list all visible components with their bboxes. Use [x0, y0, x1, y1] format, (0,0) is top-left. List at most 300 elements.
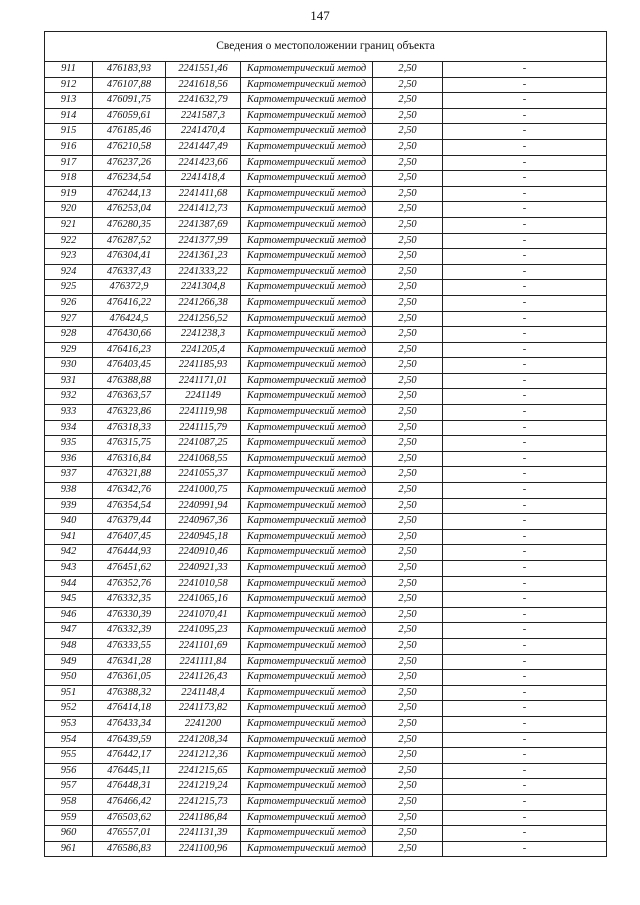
accuracy-cell: 2,50 [373, 467, 443, 483]
y-coordinate-cell: 2241115,79 [166, 420, 241, 436]
method-cell: Картометрический метод [241, 716, 373, 732]
accuracy-cell: 2,50 [373, 186, 443, 202]
accuracy-cell: 2,50 [373, 685, 443, 701]
accuracy-cell: 2,50 [373, 420, 443, 436]
table-row [45, 467, 607, 483]
x-coordinate-cell: 476332,39 [93, 623, 166, 639]
y-coordinate-cell: 2240921,33 [166, 561, 241, 577]
y-coordinate-cell: 2241173,82 [166, 701, 241, 717]
description-cell: - [443, 654, 607, 670]
y-coordinate-cell: 2241418,4 [166, 171, 241, 187]
accuracy-cell: 2,50 [373, 794, 443, 810]
description-cell: - [443, 249, 607, 265]
accuracy-cell: 2,50 [373, 716, 443, 732]
table-row [45, 358, 607, 374]
description-cell: - [443, 295, 607, 311]
point-number-cell: 914 [45, 108, 93, 124]
table-row [45, 545, 607, 561]
description-cell: - [443, 732, 607, 748]
description-cell: - [443, 108, 607, 124]
x-coordinate-cell: 476448,31 [93, 779, 166, 795]
table-row [45, 763, 607, 779]
description-cell: - [443, 467, 607, 483]
x-coordinate-cell: 476341,28 [93, 654, 166, 670]
description-cell: - [443, 748, 607, 764]
y-coordinate-cell: 2241587,3 [166, 108, 241, 124]
x-coordinate-cell: 476091,75 [93, 93, 166, 109]
method-cell: Картометрический метод [241, 342, 373, 358]
description-cell: - [443, 716, 607, 732]
table-header-row [45, 32, 607, 62]
description-cell: - [443, 779, 607, 795]
accuracy-cell: 2,50 [373, 841, 443, 857]
y-coordinate-cell: 2241377,99 [166, 233, 241, 249]
point-number-cell: 957 [45, 779, 93, 795]
y-coordinate-cell: 2241055,37 [166, 467, 241, 483]
point-number-cell: 938 [45, 483, 93, 499]
accuracy-cell: 2,50 [373, 108, 443, 124]
y-coordinate-cell: 2241618,56 [166, 77, 241, 93]
x-coordinate-cell: 476430,66 [93, 327, 166, 343]
point-number-cell: 939 [45, 498, 93, 514]
description-cell: - [443, 124, 607, 140]
method-cell: Картометрический метод [241, 779, 373, 795]
method-cell: Картометрический метод [241, 264, 373, 280]
y-coordinate-cell: 2241185,93 [166, 358, 241, 374]
x-coordinate-cell: 476363,57 [93, 389, 166, 405]
description-cell: - [443, 373, 607, 389]
accuracy-cell: 2,50 [373, 62, 443, 78]
x-coordinate-cell: 476444,93 [93, 545, 166, 561]
accuracy-cell: 2,50 [373, 561, 443, 577]
x-coordinate-cell: 476234,54 [93, 171, 166, 187]
x-coordinate-cell: 476433,34 [93, 716, 166, 732]
accuracy-cell: 2,50 [373, 233, 443, 249]
table-row [45, 389, 607, 405]
accuracy-cell: 2,50 [373, 202, 443, 218]
accuracy-cell: 2,50 [373, 327, 443, 343]
accuracy-cell: 2,50 [373, 139, 443, 155]
description-cell: - [443, 405, 607, 421]
method-cell: Картометрический метод [241, 592, 373, 608]
method-cell: Картометрический метод [241, 217, 373, 233]
y-coordinate-cell: 2241470,4 [166, 124, 241, 140]
point-number-cell: 930 [45, 358, 93, 374]
point-number-cell: 917 [45, 155, 93, 171]
table-row [45, 794, 607, 810]
accuracy-cell: 2,50 [373, 264, 443, 280]
y-coordinate-cell: 2241200 [166, 716, 241, 732]
point-number-cell: 925 [45, 280, 93, 296]
x-coordinate-cell: 476316,84 [93, 451, 166, 467]
description-cell: - [443, 763, 607, 779]
description-cell: - [443, 826, 607, 842]
description-cell: - [443, 623, 607, 639]
y-coordinate-cell: 2241126,43 [166, 670, 241, 686]
point-number-cell: 924 [45, 264, 93, 280]
method-cell: Картометрический метод [241, 233, 373, 249]
description-cell: - [443, 607, 607, 623]
description-cell: - [443, 311, 607, 327]
y-coordinate-cell: 2241551,46 [166, 62, 241, 78]
method-cell: Картометрический метод [241, 436, 373, 452]
x-coordinate-cell: 476323,86 [93, 405, 166, 421]
point-number-cell: 951 [45, 685, 93, 701]
y-coordinate-cell: 2241238,3 [166, 327, 241, 343]
method-cell: Картометрический метод [241, 607, 373, 623]
table-row [45, 826, 607, 842]
x-coordinate-cell: 476333,55 [93, 638, 166, 654]
method-cell: Картометрический метод [241, 358, 373, 374]
method-cell: Картометрический метод [241, 139, 373, 155]
method-cell: Картометрический метод [241, 311, 373, 327]
accuracy-cell: 2,50 [373, 249, 443, 265]
y-coordinate-cell: 2241412,73 [166, 202, 241, 218]
description-cell: - [443, 155, 607, 171]
y-coordinate-cell: 2241333,22 [166, 264, 241, 280]
x-coordinate-cell: 476372,9 [93, 280, 166, 296]
table-row [45, 748, 607, 764]
point-number-cell: 920 [45, 202, 93, 218]
method-cell: Картометрический метод [241, 295, 373, 311]
accuracy-cell: 2,50 [373, 155, 443, 171]
y-coordinate-cell: 2241148,4 [166, 685, 241, 701]
accuracy-cell: 2,50 [373, 295, 443, 311]
method-cell: Картометрический метод [241, 576, 373, 592]
point-number-cell: 952 [45, 701, 93, 717]
method-cell: Картометрический метод [241, 327, 373, 343]
point-number-cell: 941 [45, 529, 93, 545]
point-number-cell: 936 [45, 451, 93, 467]
table-row [45, 451, 607, 467]
accuracy-cell: 2,50 [373, 483, 443, 499]
point-number-cell: 922 [45, 233, 93, 249]
method-cell: Картометрический метод [241, 420, 373, 436]
accuracy-cell: 2,50 [373, 342, 443, 358]
x-coordinate-cell: 476332,35 [93, 592, 166, 608]
method-cell: Картометрический метод [241, 171, 373, 187]
accuracy-cell: 2,50 [373, 701, 443, 717]
y-coordinate-cell: 2240991,94 [166, 498, 241, 514]
x-coordinate-cell: 476379,44 [93, 514, 166, 530]
table-row [45, 77, 607, 93]
table-row [45, 264, 607, 280]
accuracy-cell: 2,50 [373, 732, 443, 748]
description-cell: - [443, 327, 607, 343]
point-number-cell: 947 [45, 623, 93, 639]
x-coordinate-cell: 476586,83 [93, 841, 166, 857]
method-cell: Картометрический метод [241, 467, 373, 483]
accuracy-cell: 2,50 [373, 529, 443, 545]
method-cell: Картометрический метод [241, 186, 373, 202]
description-cell: - [443, 389, 607, 405]
y-coordinate-cell: 2241087,25 [166, 436, 241, 452]
method-cell: Картометрический метод [241, 155, 373, 171]
point-number-cell: 940 [45, 514, 93, 530]
table-row [45, 233, 607, 249]
accuracy-cell: 2,50 [373, 545, 443, 561]
table-row [45, 483, 607, 499]
y-coordinate-cell: 2241304,8 [166, 280, 241, 296]
y-coordinate-cell: 2241632,79 [166, 93, 241, 109]
description-cell: - [443, 545, 607, 561]
accuracy-cell: 2,50 [373, 576, 443, 592]
description-cell: - [443, 436, 607, 452]
x-coordinate-cell: 476503,62 [93, 810, 166, 826]
point-number-cell: 948 [45, 638, 93, 654]
point-number-cell: 911 [45, 62, 93, 78]
table-row [45, 420, 607, 436]
point-number-cell: 946 [45, 607, 93, 623]
table-row [45, 217, 607, 233]
x-coordinate-cell: 476280,35 [93, 217, 166, 233]
point-number-cell: 950 [45, 670, 93, 686]
x-coordinate-cell: 476439,59 [93, 732, 166, 748]
table-row [45, 202, 607, 218]
table-row [45, 295, 607, 311]
table-row [45, 93, 607, 109]
y-coordinate-cell: 2240967,36 [166, 514, 241, 530]
description-cell: - [443, 670, 607, 686]
y-coordinate-cell: 2241186,84 [166, 810, 241, 826]
accuracy-cell: 2,50 [373, 451, 443, 467]
y-coordinate-cell: 2241205,4 [166, 342, 241, 358]
description-cell: - [443, 280, 607, 296]
description-cell: - [443, 171, 607, 187]
accuracy-cell: 2,50 [373, 436, 443, 452]
y-coordinate-cell: 2241212,36 [166, 748, 241, 764]
x-coordinate-cell: 476337,43 [93, 264, 166, 280]
y-coordinate-cell: 2241000,75 [166, 483, 241, 499]
table-row [45, 373, 607, 389]
table-row [45, 607, 607, 623]
description-cell: - [443, 93, 607, 109]
table-title: Сведения о местоположении границ объекта [45, 32, 607, 62]
x-coordinate-cell: 476352,76 [93, 576, 166, 592]
point-number-cell: 928 [45, 327, 93, 343]
method-cell: Картометрический метод [241, 763, 373, 779]
x-coordinate-cell: 476287,52 [93, 233, 166, 249]
x-coordinate-cell: 476342,76 [93, 483, 166, 499]
description-cell: - [443, 77, 607, 93]
point-number-cell: 916 [45, 139, 93, 155]
y-coordinate-cell: 2241219,24 [166, 779, 241, 795]
accuracy-cell: 2,50 [373, 358, 443, 374]
y-coordinate-cell: 2241070,41 [166, 607, 241, 623]
point-number-cell: 933 [45, 405, 93, 421]
description-cell: - [443, 592, 607, 608]
x-coordinate-cell: 476442,17 [93, 748, 166, 764]
y-coordinate-cell: 2241171,01 [166, 373, 241, 389]
y-coordinate-cell: 2241423,66 [166, 155, 241, 171]
y-coordinate-cell: 2241215,73 [166, 794, 241, 810]
accuracy-cell: 2,50 [373, 623, 443, 639]
y-coordinate-cell: 2241266,38 [166, 295, 241, 311]
y-coordinate-cell: 2241411,68 [166, 186, 241, 202]
description-cell: - [443, 233, 607, 249]
method-cell: Картометрический метод [241, 623, 373, 639]
x-coordinate-cell: 476445,11 [93, 763, 166, 779]
accuracy-cell: 2,50 [373, 171, 443, 187]
point-number-cell: 945 [45, 592, 93, 608]
boundary-coordinates-table [44, 31, 607, 857]
description-cell: - [443, 841, 607, 857]
table-row [45, 108, 607, 124]
description-cell: - [443, 701, 607, 717]
y-coordinate-cell: 2241149 [166, 389, 241, 405]
table-row [45, 701, 607, 717]
point-number-cell: 943 [45, 561, 93, 577]
method-cell: Картометрический метод [241, 638, 373, 654]
point-number-cell: 919 [45, 186, 93, 202]
description-cell: - [443, 62, 607, 78]
x-coordinate-cell: 476451,62 [93, 561, 166, 577]
point-number-cell: 913 [45, 93, 93, 109]
table-row [45, 685, 607, 701]
point-number-cell: 932 [45, 389, 93, 405]
table-row [45, 732, 607, 748]
table-row [45, 62, 607, 78]
accuracy-cell: 2,50 [373, 763, 443, 779]
page-number: 147 [310, 8, 330, 23]
table-row [45, 311, 607, 327]
description-cell: - [443, 202, 607, 218]
accuracy-cell: 2,50 [373, 373, 443, 389]
point-number-cell: 960 [45, 826, 93, 842]
table-row [45, 638, 607, 654]
method-cell: Картометрический метод [241, 498, 373, 514]
point-number-cell: 958 [45, 794, 93, 810]
description-cell: - [443, 217, 607, 233]
method-cell: Картометрический метод [241, 654, 373, 670]
point-number-cell: 949 [45, 654, 93, 670]
table-row [45, 514, 607, 530]
y-coordinate-cell: 2241208,34 [166, 732, 241, 748]
point-number-cell: 942 [45, 545, 93, 561]
description-cell: - [443, 498, 607, 514]
accuracy-cell: 2,50 [373, 217, 443, 233]
x-coordinate-cell: 476414,18 [93, 701, 166, 717]
accuracy-cell: 2,50 [373, 748, 443, 764]
accuracy-cell: 2,50 [373, 405, 443, 421]
x-coordinate-cell: 476407,45 [93, 529, 166, 545]
y-coordinate-cell: 2240945,18 [166, 529, 241, 545]
description-cell: - [443, 342, 607, 358]
x-coordinate-cell: 476237,26 [93, 155, 166, 171]
point-number-cell: 929 [45, 342, 93, 358]
y-coordinate-cell: 2241068,55 [166, 451, 241, 467]
point-number-cell: 923 [45, 249, 93, 265]
method-cell: Картометрический метод [241, 732, 373, 748]
x-coordinate-cell: 476183,93 [93, 62, 166, 78]
method-cell: Картометрический метод [241, 373, 373, 389]
method-cell: Картометрический метод [241, 405, 373, 421]
table-row [45, 529, 607, 545]
point-number-cell: 937 [45, 467, 93, 483]
method-cell: Картометрический метод [241, 810, 373, 826]
accuracy-cell: 2,50 [373, 280, 443, 296]
accuracy-cell: 2,50 [373, 498, 443, 514]
x-coordinate-cell: 476304,41 [93, 249, 166, 265]
x-coordinate-cell: 476315,75 [93, 436, 166, 452]
table-row [45, 576, 607, 592]
method-cell: Картометрический метод [241, 701, 373, 717]
point-number-cell: 935 [45, 436, 93, 452]
x-coordinate-cell: 476388,32 [93, 685, 166, 701]
point-number-cell: 921 [45, 217, 93, 233]
x-coordinate-cell: 476185,46 [93, 124, 166, 140]
y-coordinate-cell: 2241119,98 [166, 405, 241, 421]
y-coordinate-cell: 2241101,69 [166, 638, 241, 654]
point-number-cell: 959 [45, 810, 93, 826]
table-row [45, 342, 607, 358]
point-number-cell: 953 [45, 716, 93, 732]
method-cell: Картометрический метод [241, 249, 373, 265]
y-coordinate-cell: 2241095,23 [166, 623, 241, 639]
method-cell: Картометрический метод [241, 670, 373, 686]
table-row [45, 623, 607, 639]
x-coordinate-cell: 476361,05 [93, 670, 166, 686]
accuracy-cell: 2,50 [373, 389, 443, 405]
method-cell: Картометрический метод [241, 202, 373, 218]
accuracy-cell: 2,50 [373, 779, 443, 795]
point-number-cell: 931 [45, 373, 93, 389]
x-coordinate-cell: 476059,61 [93, 108, 166, 124]
table-row [45, 249, 607, 265]
description-cell: - [443, 561, 607, 577]
table-row [45, 670, 607, 686]
method-cell: Картометрический метод [241, 794, 373, 810]
table-row [45, 186, 607, 202]
description-cell: - [443, 139, 607, 155]
y-coordinate-cell: 2240910,46 [166, 545, 241, 561]
x-coordinate-cell: 476210,58 [93, 139, 166, 155]
description-cell: - [443, 358, 607, 374]
method-cell: Картометрический метод [241, 841, 373, 857]
x-coordinate-cell: 476403,45 [93, 358, 166, 374]
method-cell: Картометрический метод [241, 529, 373, 545]
method-cell: Картометрический метод [241, 748, 373, 764]
method-cell: Картометрический метод [241, 451, 373, 467]
description-cell: - [443, 420, 607, 436]
y-coordinate-cell: 2241387,69 [166, 217, 241, 233]
accuracy-cell: 2,50 [373, 638, 443, 654]
accuracy-cell: 2,50 [373, 670, 443, 686]
y-coordinate-cell: 2241010,58 [166, 576, 241, 592]
method-cell: Картометрический метод [241, 483, 373, 499]
description-cell: - [443, 514, 607, 530]
y-coordinate-cell: 2241361,23 [166, 249, 241, 265]
table-row [45, 716, 607, 732]
x-coordinate-cell: 476424,5 [93, 311, 166, 327]
method-cell: Картометрический метод [241, 826, 373, 842]
accuracy-cell: 2,50 [373, 810, 443, 826]
method-cell: Картометрический метод [241, 124, 373, 140]
point-number-cell: 954 [45, 732, 93, 748]
table-row [45, 139, 607, 155]
description-cell: - [443, 264, 607, 280]
y-coordinate-cell: 2241215,65 [166, 763, 241, 779]
method-cell: Картометрический метод [241, 561, 373, 577]
x-coordinate-cell: 476354,54 [93, 498, 166, 514]
accuracy-cell: 2,50 [373, 607, 443, 623]
x-coordinate-cell: 476318,33 [93, 420, 166, 436]
x-coordinate-cell: 476244,13 [93, 186, 166, 202]
accuracy-cell: 2,50 [373, 124, 443, 140]
point-number-cell: 934 [45, 420, 93, 436]
method-cell: Картометрический метод [241, 514, 373, 530]
x-coordinate-cell: 476388,88 [93, 373, 166, 389]
